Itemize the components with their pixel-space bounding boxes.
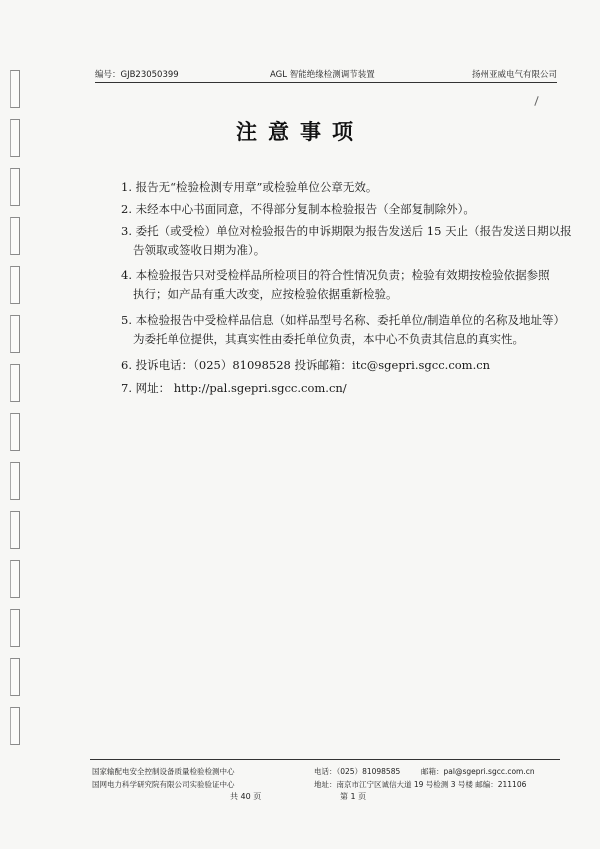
footer-email: 邮箱：pal@sgepri.sgcc.com.cn (421, 767, 535, 776)
note-item (121, 266, 550, 304)
note-item (121, 379, 541, 398)
page-header (95, 64, 557, 83)
binding-hole (10, 70, 20, 108)
note-line: 5. 本检验报告中受检样品信息（如样品型号名称、委托单位/制造单位的名称及地址等） (121, 313, 565, 327)
binding-hole (10, 168, 20, 206)
binding-hole (10, 658, 20, 696)
binding-hole (10, 560, 20, 598)
note-item (121, 311, 565, 349)
binding-hole (10, 511, 20, 549)
binding-hole (10, 413, 20, 451)
note-item (121, 356, 541, 375)
note-line-continued: 执行；如产品有重大改变，应按检验依据重新检验。 (133, 287, 398, 301)
note-item (121, 200, 541, 219)
company-name: 扬州亚威电气有限公司 (471, 70, 557, 80)
note-line: 3. 委托（或受检）单位对检验报告的申诉期限为报告发送后 15 天止（报告发送日期以报 (121, 224, 572, 238)
note-line: 7. 网址： http://pal.sgepri.sgcc.com.cn/ (121, 381, 347, 395)
report-number: 编号：GJB23050399 (95, 70, 179, 80)
note-item (121, 178, 541, 197)
product-name: AGL 智能绝缘检测调节装置 (270, 70, 375, 80)
binding-hole (10, 266, 20, 304)
page-title: 注意事项 (236, 120, 364, 144)
binding-hole (10, 462, 20, 500)
page-number: 第 1 页 (340, 792, 367, 801)
note-line: 1. 报告无“检验检测专用章”或检验单位公章无效。 (121, 180, 378, 194)
binding-hole (10, 315, 20, 353)
footer-org-2: 国网电力科学研究院有限公司实验验证中心 (92, 780, 235, 789)
page-footer (90, 763, 560, 823)
note-item (121, 222, 572, 260)
footer-divider (90, 759, 560, 760)
note-line-continued: 为委托单位提供，其真实性由委托单位负责，本中心不负责其信息的真实性。 (133, 332, 524, 346)
note-line: 6. 投诉电话：（025）81098528 投诉邮箱：itc@sgepri.sgcc.com.cn (121, 358, 491, 372)
pen-mark (534, 96, 538, 106)
footer-org-1: 国家输配电安全控制设备质量检验检测中心 (92, 767, 235, 776)
total-pages: 共 40 页 (230, 792, 262, 801)
note-line: 2. 未经本中心书面同意，不得部分复制本检验报告（全部复制除外）。 (121, 202, 475, 216)
binding-hole (10, 609, 20, 647)
note-line-continued: 告领取或签收日期为准）。 (133, 243, 266, 257)
footer-address: 地址：南京市江宁区诚信大道 19 号检测 3 号楼 邮编：211106 (314, 780, 527, 789)
binding-hole (10, 707, 20, 745)
binding-hole (10, 217, 20, 255)
footer-phone: 电话：（025）81098585 (314, 767, 401, 776)
note-line: 4. 本检验报告只对受检样品所检项目的符合性情况负责；检验有效期按检验依据参照 (121, 268, 550, 282)
binding-hole (10, 364, 20, 402)
